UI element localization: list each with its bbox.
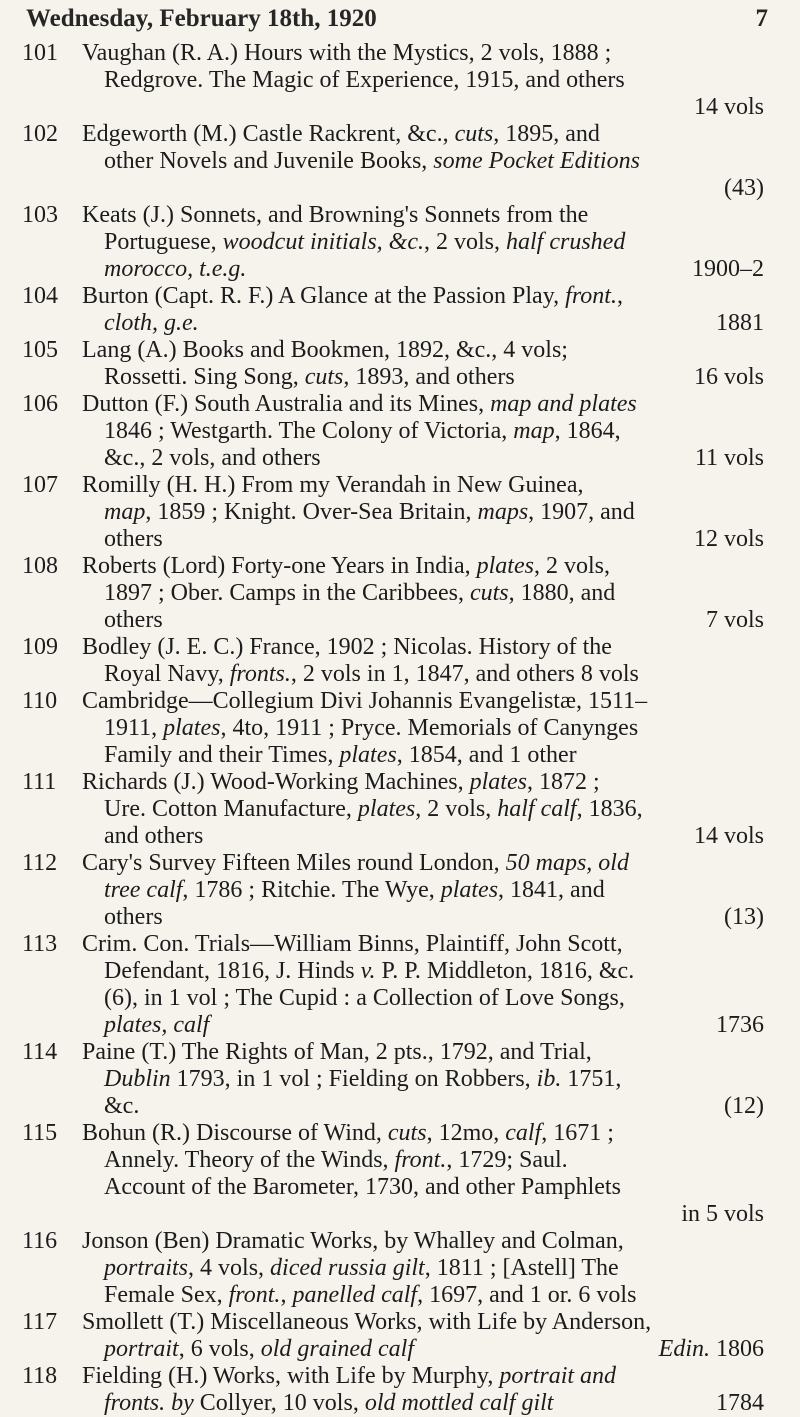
lot-description-line xyxy=(82,1336,764,1363)
lot-description-text: &c. xyxy=(104,1093,140,1119)
lot-description-text: Rossetti. Sing Song, cuts, 1893, and others xyxy=(104,364,515,390)
page-number: 7 xyxy=(755,5,768,32)
lot-description-line: Account of the Barometer, 1730, and other Pamphlets xyxy=(104,1174,621,1200)
lot-description-text: portrait, 6 vols, old grained calf xyxy=(104,1336,415,1362)
lot-entry xyxy=(0,337,800,391)
lot-entry xyxy=(0,121,800,202)
lot-number: 105 xyxy=(22,337,58,363)
lot-number: 114 xyxy=(22,1039,58,1065)
lot-description-line: Annely. Theory of the Winds, front., 1729; Saul. xyxy=(104,1147,568,1173)
lot-description-line xyxy=(82,904,764,931)
lot-description-line: Smollett (T.) Miscellaneous Works, with Life by Anderson, xyxy=(82,1309,652,1335)
lot-description-line xyxy=(82,823,764,850)
lot-number: 106 xyxy=(22,391,58,417)
lot-description-line xyxy=(82,445,764,472)
lot-entry xyxy=(0,769,800,850)
lot-quantity: 1900–2 xyxy=(692,256,764,282)
lot-description-line: map, 1859 ; Knight. Over-Sea Britain, maps, 1907, and xyxy=(104,499,635,525)
lot-number: 102 xyxy=(22,121,58,147)
lot-description-line xyxy=(82,1093,764,1120)
lot-entry xyxy=(0,1363,800,1417)
header-date: Wednesday, February 18th, 1920 xyxy=(26,5,377,32)
lot-description-line: Burton (Capt. R. F.) A Glance at the Passion Play, front., xyxy=(82,283,623,309)
lot-description-line xyxy=(82,310,764,337)
lot-number: 108 xyxy=(22,553,58,579)
lot-description-line: 1897 ; Ober. Camps in the Caribbees, cuts, 1880, and xyxy=(104,580,616,606)
lot-entry xyxy=(0,283,800,337)
lot-description-line xyxy=(82,1390,764,1417)
lot-quantity: 1881 xyxy=(716,310,764,336)
lot-description-line: Ure. Cotton Manufacture, plates, 2 vols, half calf, 1836, xyxy=(104,796,643,822)
lot-entry xyxy=(0,1039,800,1120)
lot-entry xyxy=(0,1120,800,1228)
lot-quantity: 1784 xyxy=(716,1390,764,1416)
lot-entry xyxy=(0,1309,800,1363)
lot-description-line: Defendant, 1816, J. Hinds v. P. P. Middleton, 1816, &c. xyxy=(104,958,635,984)
lot-description-line: Roberts (Lord) Forty-one Years in India, plates, 2 vols, xyxy=(82,553,610,579)
lot-description-text: others xyxy=(104,526,163,552)
lot-description-line: Crim. Con. Trials—William Binns, Plaintiff, John Scott, xyxy=(82,931,623,957)
lot-description-line: in 5 vols xyxy=(681,1201,764,1227)
lot-description-line xyxy=(82,607,764,634)
lot-description-line: 1846 ; Westgarth. The Colony of Victoria, map, 1864, xyxy=(104,418,621,444)
lot-description-line: Keats (J.) Sonnets, and Browning's Sonnets from the xyxy=(82,202,589,228)
lot-description-line: Edgeworth (M.) Castle Rackrent, &c., cuts, 1895, and xyxy=(82,121,600,147)
lot-quantity: 7 vols xyxy=(705,607,764,633)
lot-description-line: Redgrove. The Magic of Experience, 1915, and others xyxy=(104,67,625,93)
lot-description-line: portraits, 4 vols, diced russia gilt, 1811 ; [Astell] The xyxy=(104,1255,619,1281)
lot-description-line xyxy=(82,1012,764,1039)
lot-number: 116 xyxy=(22,1228,58,1254)
lot-entry xyxy=(0,931,800,1039)
lot-description-line: Richards (J.) Wood-Working Machines, plates, 1872 ; xyxy=(82,769,600,795)
lot-entry xyxy=(0,472,800,553)
lot-description-line: Bodley (J. E. C.) France, 1902 ; Nicolas. History of the xyxy=(82,634,612,660)
lot-description-text: morocco, t.e.g. xyxy=(104,256,247,282)
lot-description-line: (6), in 1 vol ; The Cupid : a Collection of Love Songs, xyxy=(104,985,625,1011)
lot-description-line: Dutton (F.) South Australia and its Mines, map and plates xyxy=(82,391,637,417)
lot-description-line: Portuguese, woodcut initials, &c., 2 vols, half crushed xyxy=(104,229,626,255)
lot-description-line: other Novels and Juvenile Books, some Pocket Editions xyxy=(104,148,640,174)
lot-number: 109 xyxy=(22,634,58,660)
lot-number: 115 xyxy=(22,1120,58,1146)
lot-number: 118 xyxy=(22,1363,58,1389)
lot-description-line: Family and their Times, plates, 1854, and 1 other xyxy=(104,742,577,768)
lot-list xyxy=(0,40,800,1417)
lot-description-line: Bohun (R.) Discourse of Wind, cuts, 12mo, calf, 1671 ; xyxy=(82,1120,614,1146)
lot-quantity: Edin. 1806 xyxy=(658,1336,764,1362)
lot-description-line: Cary's Survey Fifteen Miles round London, 50 maps, old xyxy=(82,850,629,876)
lot-entry xyxy=(0,40,800,121)
lot-entry xyxy=(0,688,800,769)
lot-number: 101 xyxy=(22,40,58,66)
lot-description-text: and others xyxy=(104,823,204,849)
lot-number: 103 xyxy=(22,202,58,228)
lot-description-line xyxy=(82,526,764,553)
lot-description-text: cloth, g.e. xyxy=(104,310,199,336)
lot-description-line: Female Sex, front., panelled calf, 1697, and 1 or. 6 vols xyxy=(104,1282,637,1308)
lot-description-line: 1911, plates, 4to, 1911 ; Pryce. Memorials of Canynges xyxy=(104,715,639,741)
lot-description-text: others xyxy=(104,904,163,930)
lot-description-line: Fielding (H.) Works, with Life by Murphy, portrait and xyxy=(82,1363,617,1389)
lot-entry xyxy=(0,391,800,472)
lot-entry xyxy=(0,202,800,283)
lot-number: 111 xyxy=(22,769,57,795)
page-header xyxy=(26,2,768,36)
lot-description-line: Lang (A.) Books and Bookmen, 1892, &c., 4 vols; xyxy=(82,337,568,363)
lot-description-line: Cambridge—Collegium Divi Johannis Evangelistæ, 1511– xyxy=(82,688,648,714)
lot-number: 117 xyxy=(22,1309,58,1335)
lot-quantity: (12) xyxy=(724,1093,764,1119)
lot-description-line: Jonson (Ben) Dramatic Works, by Whalley and Colman, xyxy=(82,1228,624,1254)
lot-description-text: &c., 2 vols, and others xyxy=(104,445,321,471)
lot-number: 112 xyxy=(22,850,58,876)
lot-description-line xyxy=(82,256,764,283)
lot-number: 113 xyxy=(22,931,58,957)
lot-quantity: 1736 xyxy=(716,1012,764,1038)
lot-number: 104 xyxy=(22,283,58,309)
lot-description-text: fronts. by Collyer, 10 vols, old mottled calf gilt xyxy=(104,1390,554,1416)
lot-entry xyxy=(0,553,800,634)
lot-number: 107 xyxy=(22,472,58,498)
lot-description-line: Royal Navy, fronts., 2 vols in 1, 1847, and others 8 vols xyxy=(104,661,639,687)
lot-description-line: Dublin 1793, in 1 vol ; Fielding on Robbers, ib. 1751, xyxy=(104,1066,622,1092)
lot-entry xyxy=(0,850,800,931)
lot-description-line xyxy=(82,364,764,391)
lot-quantity: 11 vols xyxy=(694,445,764,471)
lot-quantity: 16 vols xyxy=(693,364,764,390)
lot-description-line: Vaughan (R. A.) Hours with the Mystics, 2 vols, 1888 ; xyxy=(82,40,612,66)
lot-description-text: plates, calf xyxy=(104,1012,210,1038)
lot-quantity: (13) xyxy=(724,904,764,930)
lot-description-line: 14 vols xyxy=(693,94,764,120)
lot-description-line: Romilly (H. H.) From my Verandah in New Guinea, xyxy=(82,472,584,498)
lot-description-line: (43) xyxy=(724,175,764,201)
lot-quantity: 14 vols xyxy=(693,823,764,849)
lot-description-line: tree calf, 1786 ; Ritchie. The Wye, plates, 1841, and xyxy=(104,877,605,903)
lot-entry xyxy=(0,634,800,688)
lot-quantity: 12 vols xyxy=(693,526,764,552)
lot-description-line: Paine (T.) The Rights of Man, 2 pts., 1792, and Trial, xyxy=(82,1039,592,1065)
lot-number: 110 xyxy=(22,688,58,714)
lot-entry xyxy=(0,1228,800,1309)
lot-description-text: others xyxy=(104,607,163,633)
